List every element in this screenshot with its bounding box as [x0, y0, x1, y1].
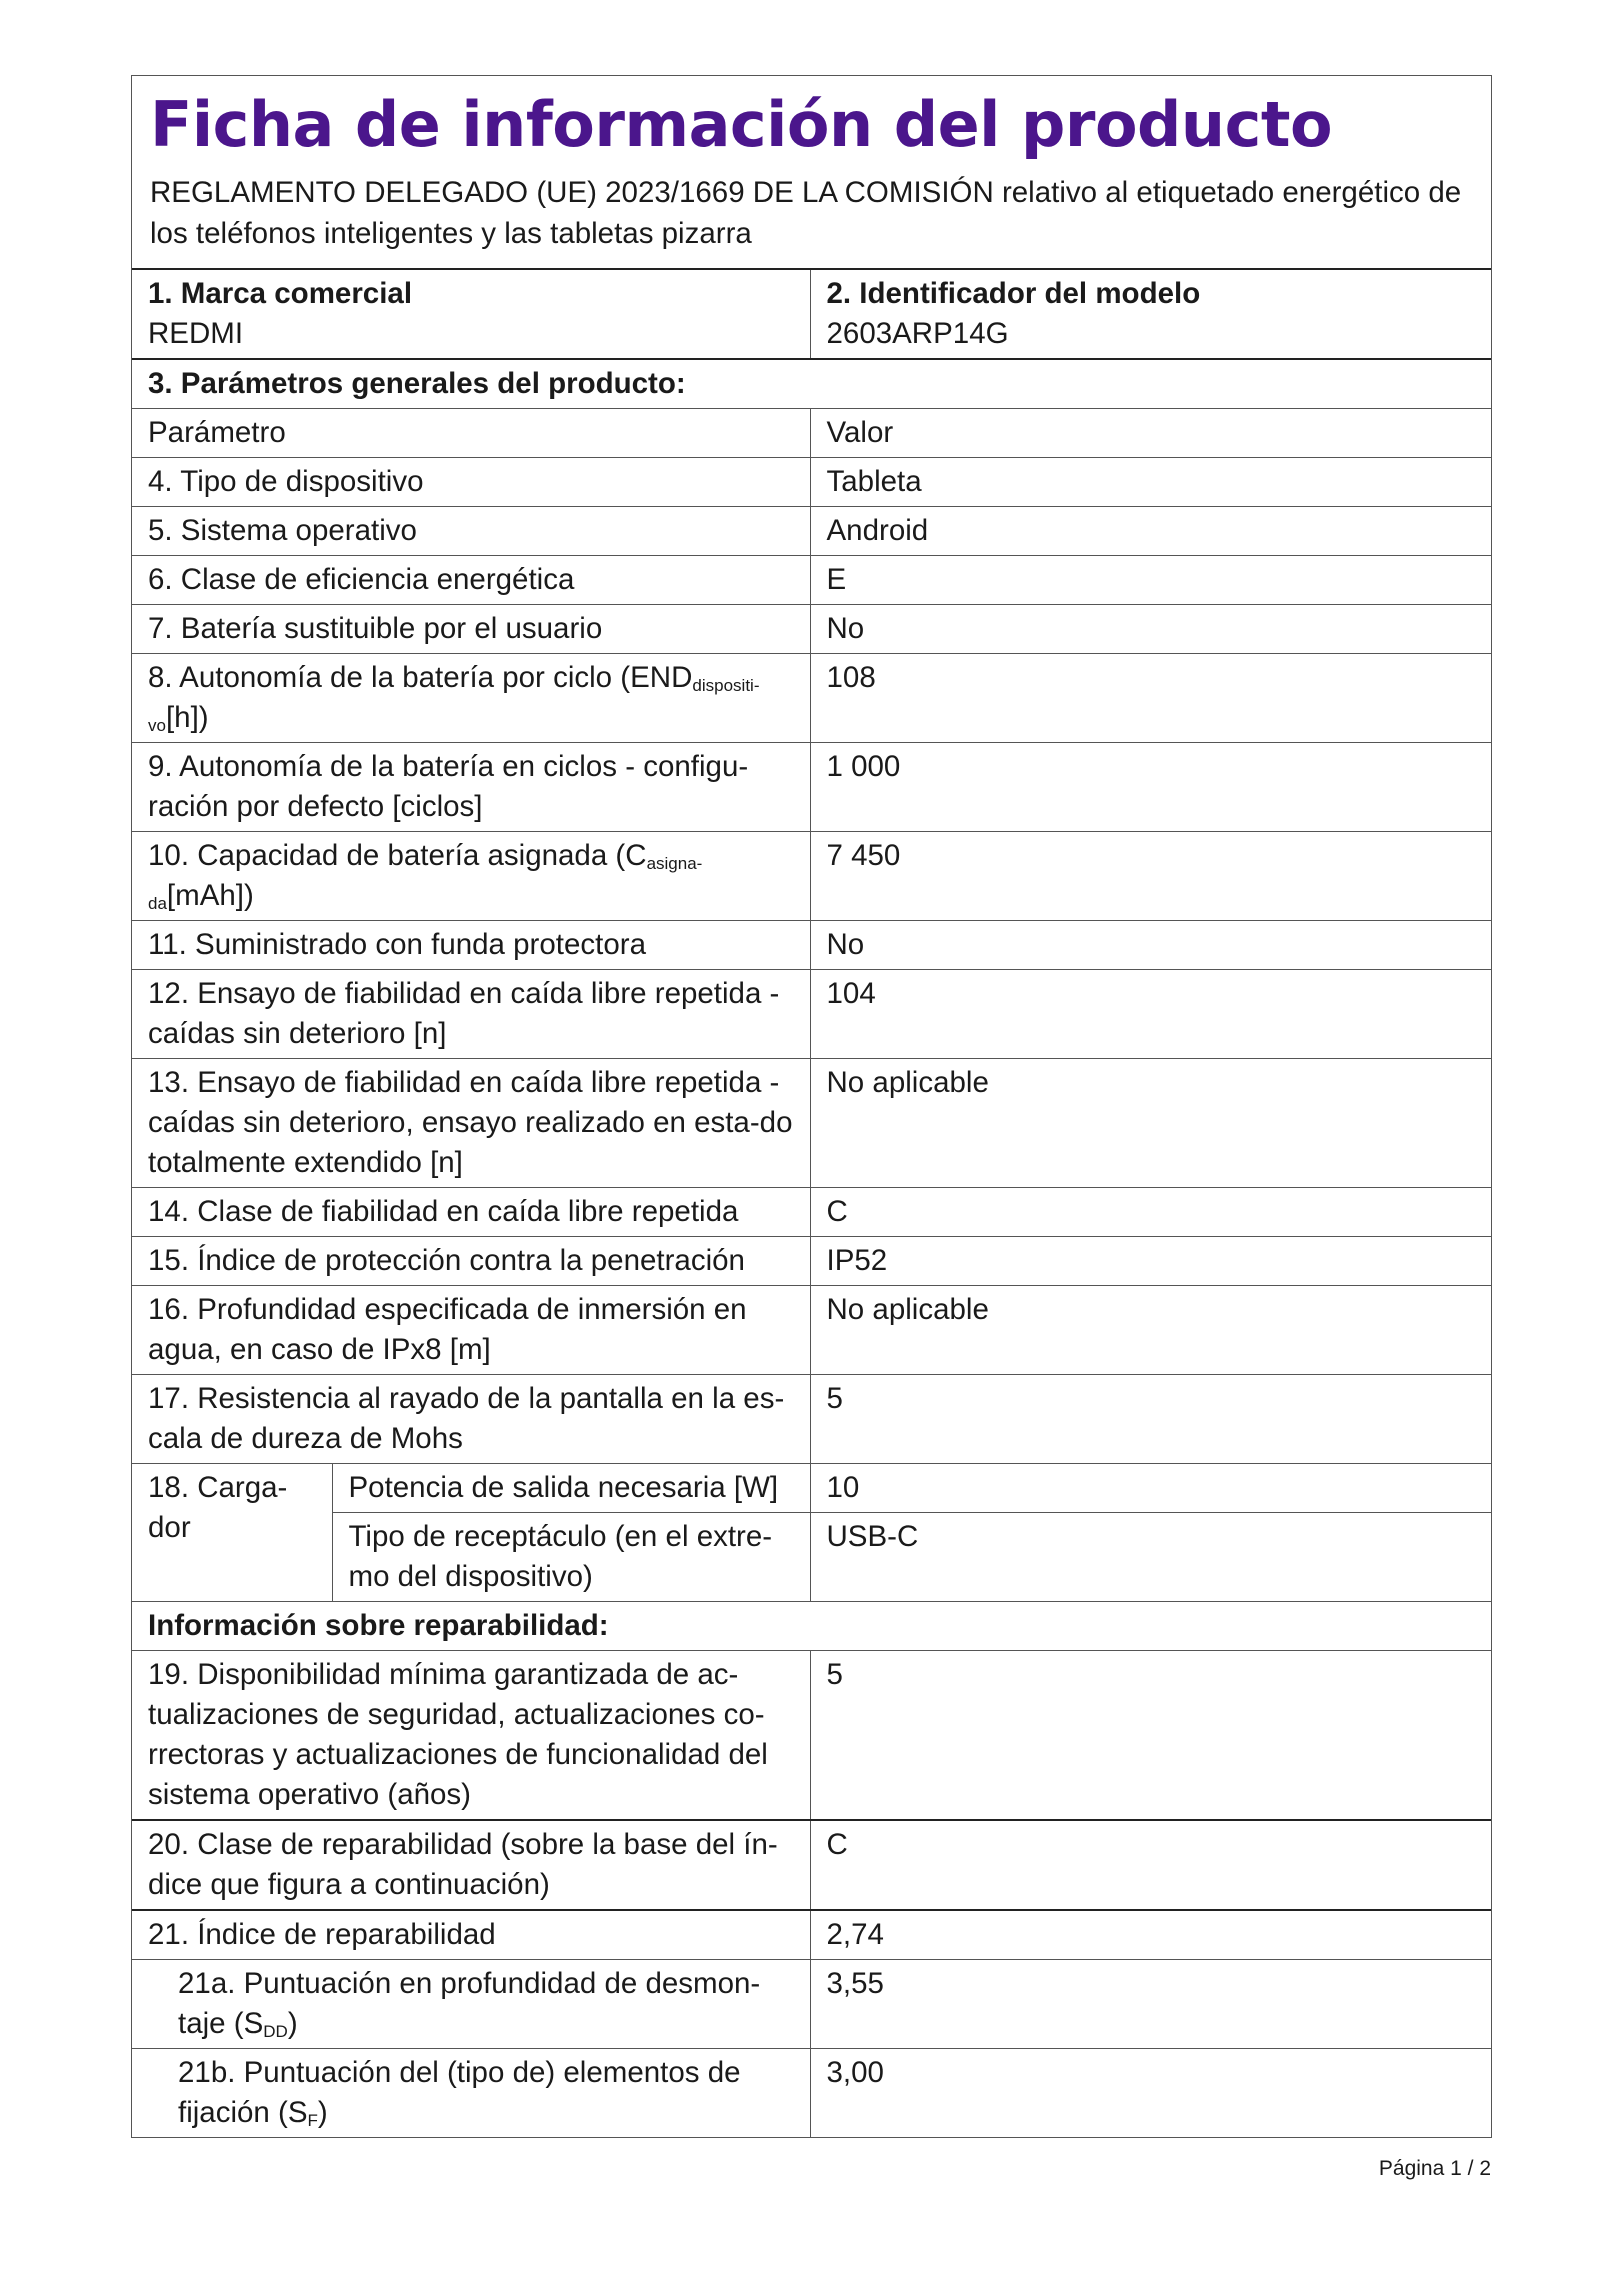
repair-section-heading: Información sobre reparabilidad: — [132, 1602, 1491, 1651]
regulation-subtitle: REGLAMENTO DELEGADO (UE) 2023/1669 DE LA COMISIÓN relativo al etiquetado energético de los teléfonos inteligentes y las tabletas pizarra — [150, 176, 1462, 250]
parameter-row — [132, 743, 1491, 832]
page-title: Ficha de información del producto — [150, 88, 1333, 161]
parameter-row — [132, 970, 1491, 1059]
parameter-row — [132, 1375, 1491, 1464]
sub-score-label-subscript: F — [307, 2111, 318, 2130]
parameter-value: Android — [810, 507, 1491, 556]
parameter-label: 15. Índice de protección contra la penetración — [132, 1237, 810, 1286]
parameter-row — [132, 921, 1491, 970]
sub-score-label: 21a. Puntuación en profundidad de desmon-taje $(S_{DD})$ — [132, 1960, 810, 2049]
parameter-label: 10. Capacidad de batería asignada $(C_{asigna-da}[mAh])$ — [132, 832, 810, 921]
parameter-row — [132, 605, 1491, 654]
parameter-value: No aplicable — [810, 1286, 1491, 1375]
charger-power-label: Potencia de salida necesaria [W] — [332, 1464, 810, 1513]
parameter-row — [132, 1286, 1491, 1375]
parameter-label: 4. Tipo de dispositivo — [132, 458, 810, 507]
charger-receptacle-label: Tipo de receptáculo (en el extre-mo del dispositivo) — [332, 1513, 810, 1602]
brand-cell — [132, 270, 810, 359]
parameter-value: 5 — [810, 1375, 1491, 1464]
parameter-row — [132, 832, 1491, 921]
parameter-value: 104 — [810, 970, 1491, 1059]
header-block — [132, 76, 1491, 270]
repair-row — [132, 1820, 1491, 1910]
sub-score-row — [132, 1960, 1491, 2049]
parameter-row — [132, 1188, 1491, 1237]
repair-value: C — [810, 1820, 1491, 1910]
repair-value: 2,74 — [810, 1910, 1491, 1960]
parameter-row — [132, 1059, 1491, 1188]
brand-label: 1. Marca comercial — [148, 277, 413, 310]
brand-value: REDMI — [148, 317, 244, 350]
parameter-label: 5. Sistema operativo — [132, 507, 810, 556]
parameter-row — [132, 507, 1491, 556]
repair-value: 5 — [810, 1651, 1491, 1821]
column-header-row — [132, 409, 1491, 458]
sub-score-row — [132, 2049, 1491, 2138]
parameter-value: C — [810, 1188, 1491, 1237]
parameter-label: 14. Clase de fiabilidad en caída libre repetida — [132, 1188, 810, 1237]
parameter-label: 8. Autonomía de la batería por ciclo $(END_{dispositi-vo}[h])$ — [132, 654, 810, 743]
repair-label: 20. Clase de reparabilidad (sobre la base del ín-dice que figura a continuación) — [132, 1820, 810, 1910]
repair-row — [132, 1651, 1491, 1821]
general-section-row — [132, 359, 1491, 409]
parameter-label-subscript: asigna-da — [148, 854, 703, 913]
repair-label: 21. Índice de reparabilidad — [132, 1910, 810, 1960]
parameter-row — [132, 1237, 1491, 1286]
product-info-table — [132, 270, 1491, 2137]
parameter-label: 11. Suministrado con funda protectora — [132, 921, 810, 970]
page-number: Página 1 / 2 — [1378, 2157, 1491, 2180]
parameter-value: IP52 — [810, 1237, 1491, 1286]
charger-power-row — [132, 1464, 1491, 1513]
parameter-header: Parámetro — [132, 409, 810, 458]
parameter-row — [132, 458, 1491, 507]
charger-receptacle-value: USB-C — [810, 1513, 1491, 1602]
model-value: 2603ARP14G — [826, 317, 1009, 350]
sub-score-value: 3,55 — [810, 1960, 1491, 2049]
repair-section-row — [132, 1602, 1491, 1651]
parameter-row — [132, 654, 1491, 743]
charger-power-value: 10 — [810, 1464, 1491, 1513]
parameter-label-subscript: dispositi-vo — [148, 676, 760, 735]
parameter-value: Tableta — [810, 458, 1491, 507]
brand-model-row — [132, 270, 1491, 359]
charger-label: 18. Carga-dor — [132, 1464, 332, 1602]
parameter-label: 9. Autonomía de la batería en ciclos - configu-ración por defecto [ciclos] — [132, 743, 810, 832]
parameter-label: 7. Batería sustituible por el usuario — [132, 605, 810, 654]
parameter-row — [132, 556, 1491, 605]
sub-score-label: 21b. Puntuación del (tipo de) elementos de fijación $(S_F)$ — [132, 2049, 810, 2138]
parameter-value: 1 000 — [810, 743, 1491, 832]
parameter-label: 12. Ensayo de fiabilidad en caída libre repetida - caídas sin deterioro [n] — [132, 970, 810, 1059]
parameter-value: No aplicable — [810, 1059, 1491, 1188]
sub-score-label-subscript: DD — [263, 2022, 288, 2041]
parameter-label: 16. Profundidad especificada de inmersión en agua, en caso de IPx8 [m] — [132, 1286, 810, 1375]
product-info-sheet — [131, 75, 1492, 2138]
parameter-value: 7 450 — [810, 832, 1491, 921]
charger-receptacle-row — [132, 1513, 1491, 1602]
value-header: Valor — [810, 409, 1491, 458]
parameter-value: No — [810, 921, 1491, 970]
parameter-label: 6. Clase de eficiencia energética — [132, 556, 810, 605]
parameter-value: No — [810, 605, 1491, 654]
parameter-value: 108 — [810, 654, 1491, 743]
parameter-label: 17. Resistencia al rayado de la pantalla en la es-cala de dureza de Mohs — [132, 1375, 810, 1464]
parameter-value: E — [810, 556, 1491, 605]
general-section-heading: 3. Parámetros generales del producto: — [132, 359, 1491, 409]
repair-row — [132, 1910, 1491, 1960]
sub-score-value: 3,00 — [810, 2049, 1491, 2138]
parameter-label: 13. Ensayo de fiabilidad en caída libre repetida - caídas sin deterioro, ensayo realizado en esta-do totalmente extendido [n] — [132, 1059, 810, 1188]
model-label: 2. Identificador del modelo — [826, 277, 1201, 310]
model-cell — [810, 270, 1491, 359]
repair-label: 19. Disponibilidad mínima garantizada de ac-tualizaciones de seguridad, actualizaciones co-rrectoras y actualizaciones de funcionalidad del sistema operativo (años) — [132, 1651, 810, 1821]
